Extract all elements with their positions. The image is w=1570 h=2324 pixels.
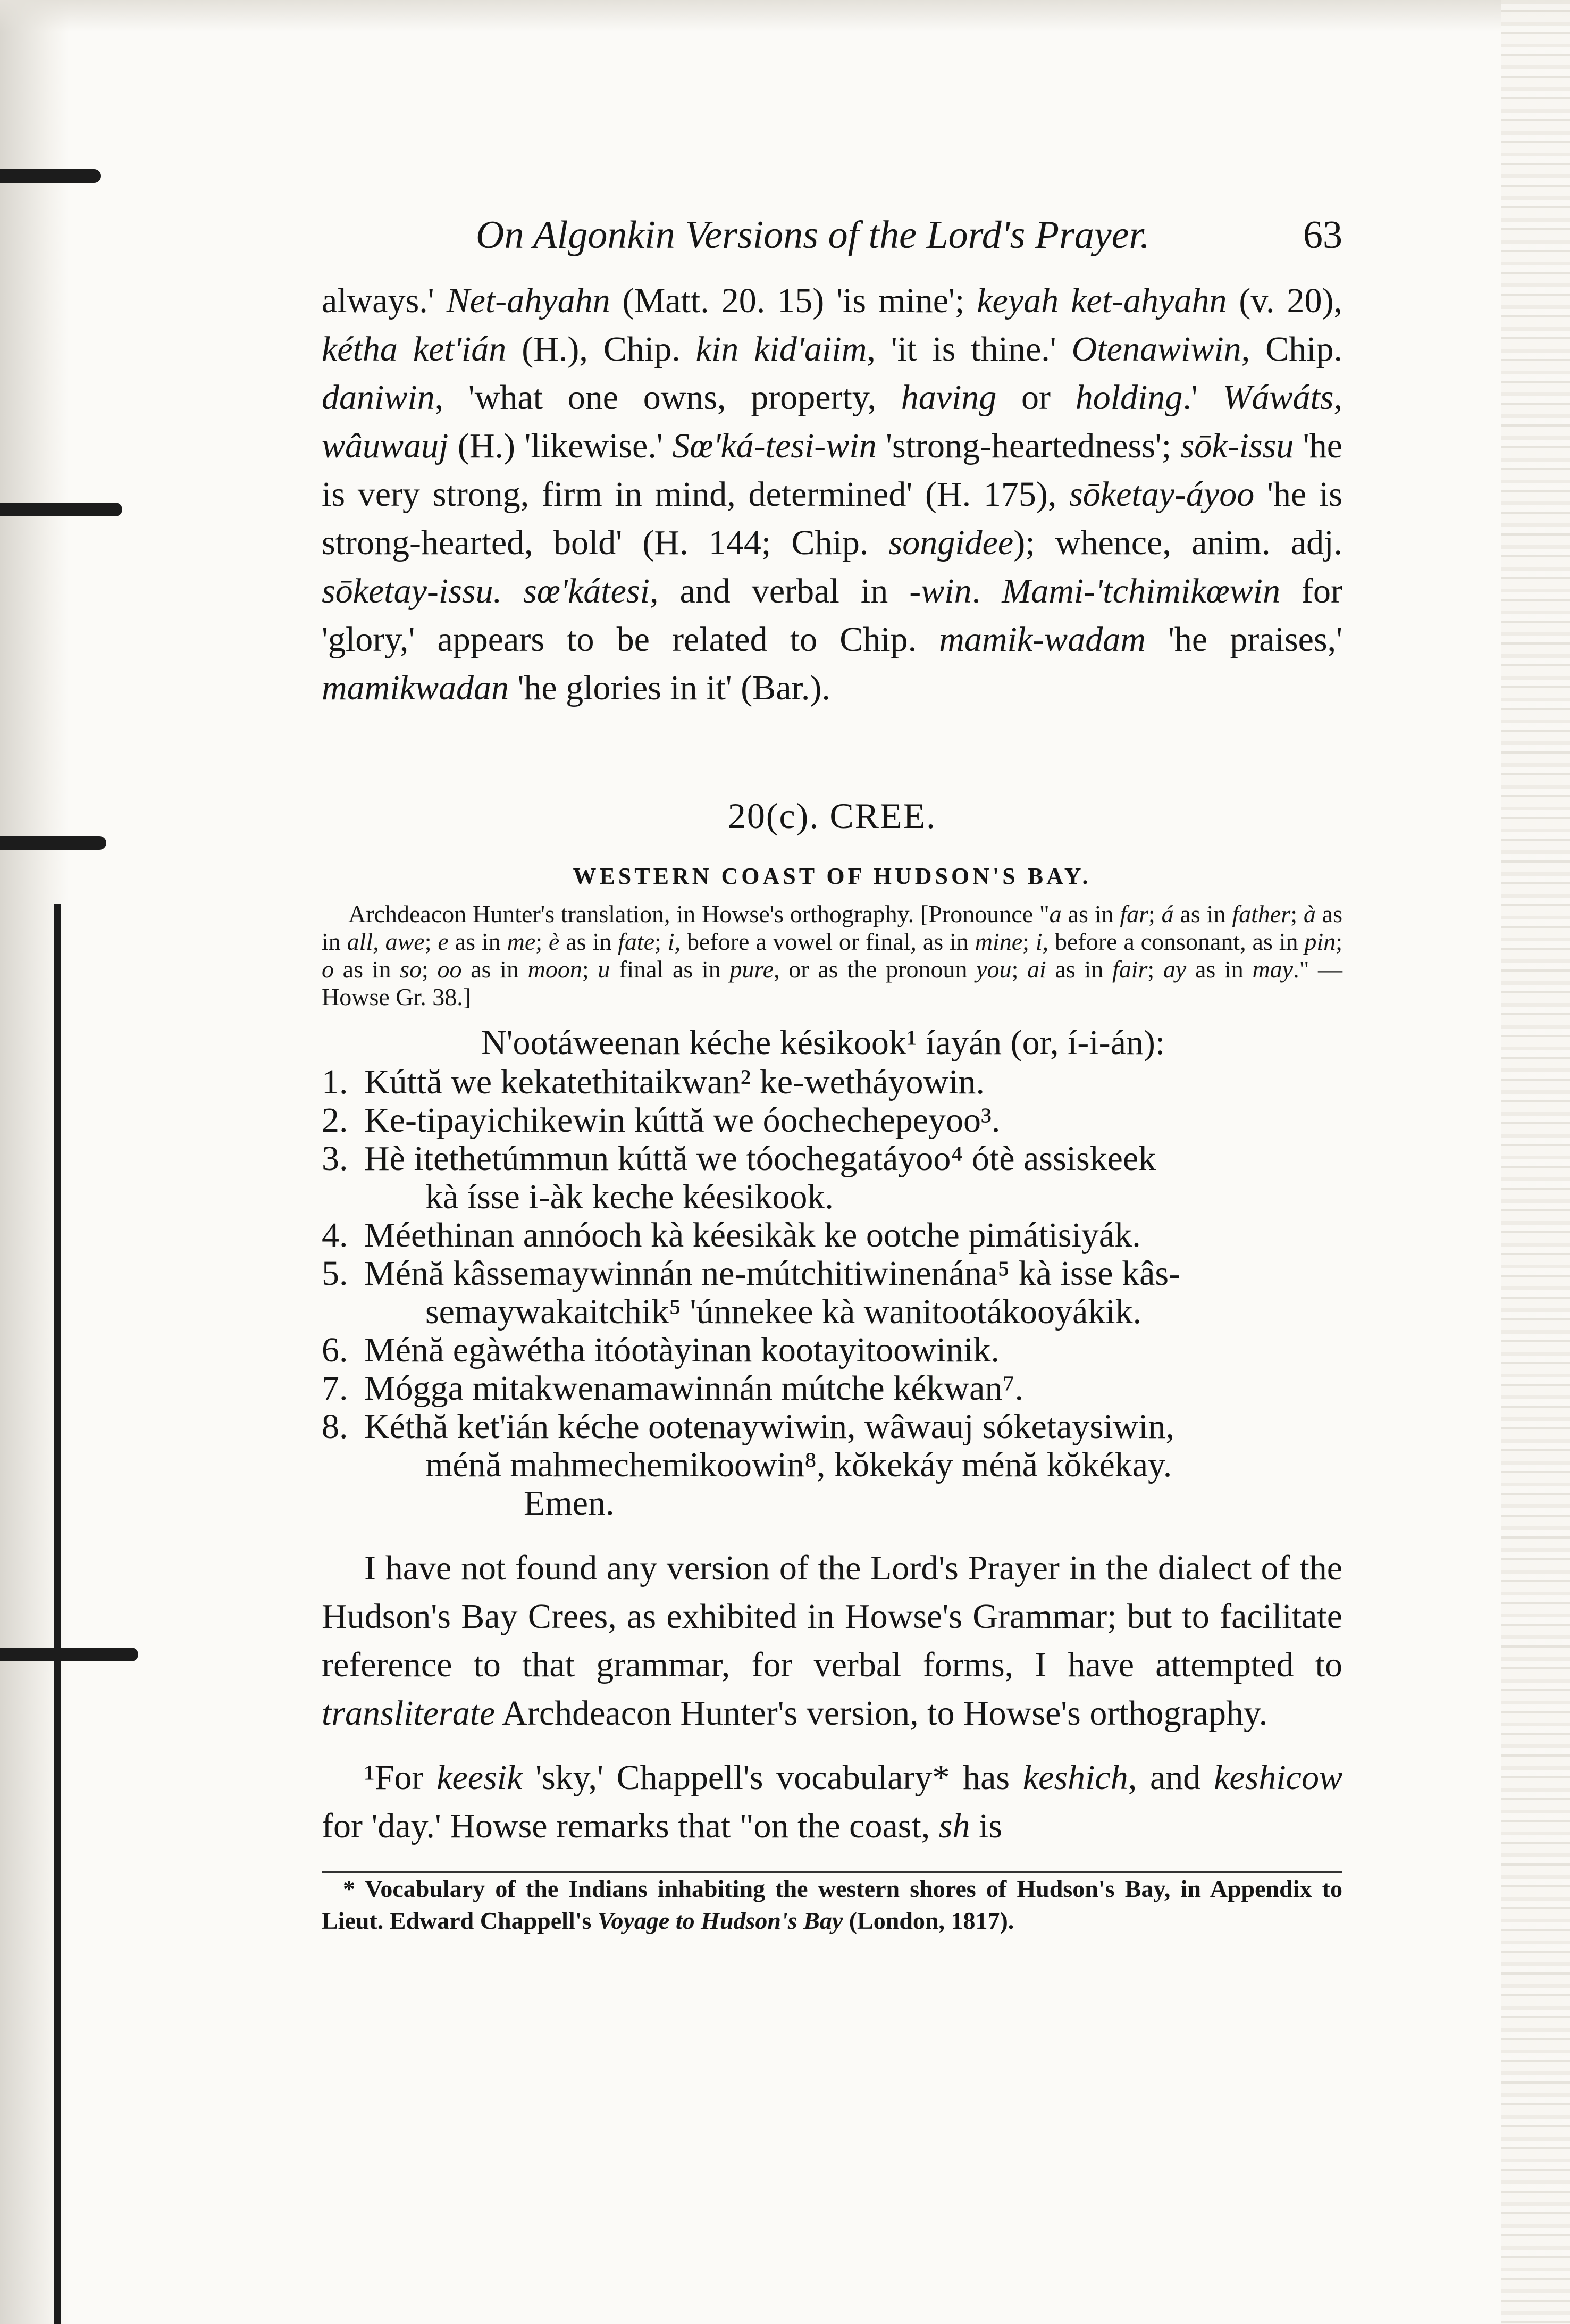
section-title: 20(c). CREE. <box>727 796 937 836</box>
line-number: 1. <box>322 1063 348 1101</box>
prayer-line-continuation: semaywakaitchik⁵ 'únnekee kà wanitootákooyákik. <box>425 1292 1142 1331</box>
prayer-amen: Emen. <box>524 1484 615 1523</box>
prayer-line-continuation: kà ísse i-àk keche kéesikook. <box>425 1177 834 1216</box>
italic-term: sōketay-áyoo <box>1069 475 1255 514</box>
italic-term: Net-ahyahn <box>446 281 610 320</box>
line-number: 7. <box>322 1369 348 1408</box>
italic-term: Sœ'ká-tesi-win <box>672 427 877 465</box>
italic-term: Voyage to Hudson's Bay <box>597 1907 843 1934</box>
prayer-line <box>322 1408 1342 1446</box>
page-edge-top <box>0 0 1570 32</box>
prayer-text <box>322 1024 1342 1523</box>
prayer-opening: N'ootáweenan kéche késikook¹ íayán (or, í-i-án): <box>481 1023 1165 1062</box>
line-text: Kúttă we kekatethitaikwan² ke-wetháyowin. <box>364 1063 985 1101</box>
italic-term: fair <box>1112 956 1148 983</box>
italic-term: kin kid'aiim <box>695 330 867 369</box>
page-body <box>322 213 1342 1937</box>
italic-term: Mami-'tchimikœwin <box>1002 572 1280 611</box>
italic-term: keshich <box>1022 1758 1128 1797</box>
closing-paragraph: ¹For keesik 'sky,' Chappell's vocabulary* has keshich, and keshicow for 'day.' Howse remarks that "on the coast, sh is <box>322 1758 1342 1845</box>
italic-term: me <box>507 928 536 955</box>
line-number: 5. <box>322 1254 348 1293</box>
orthography-note: Archdeacon Hunter's translation, in Howse's orthography. [Pronounce "a as in far; á as in father; à as in all, awe; e as in me; è as in fate; i, before a vowel or final, as in mine; i, before a consonant, as in pin; o as in so; oo as in moon; u final as in pure, or as the pronoun you; ai as in fair; ay as in may." — Howse Gr. 38.] <box>322 900 1343 1010</box>
italic-term: a <box>1049 900 1062 927</box>
italic-term: pure <box>729 956 774 983</box>
closing-paragraph: I have not found any version of the Lord's Prayer in the dialect of the Hudson's Bay Crees, as exhibited in Howse's Grammar; but to facilitate reference to that grammar, for verbal forms, I have attempted to transliterate Archdeacon Hunter's version, to Howse's orthography. <box>322 1549 1342 1733</box>
italic-term: fate <box>618 928 655 955</box>
italic-term: mamik-wadam <box>939 620 1146 659</box>
binding-mark <box>0 836 106 850</box>
italic-term: sōketay-issu. sœ'kátesi <box>322 572 650 611</box>
line-text: Ménă kâssemaywinnán ne-mútchitiwinenána⁵ kà isse kâs- <box>364 1254 1181 1293</box>
italic-term: pin <box>1304 928 1336 955</box>
prayer-line <box>322 1331 1342 1369</box>
line-text: Kéthă ket'ián kéche ootenaywiwin, wâwauj sóketaysiwin, <box>364 1407 1174 1446</box>
line-number: 8. <box>322 1407 348 1446</box>
prayer-line <box>322 1140 1342 1178</box>
italic-term: keshicow <box>1214 1758 1342 1797</box>
italic-term: daniwin <box>322 378 435 417</box>
prayer-line <box>322 1101 1342 1140</box>
prayer-lines <box>322 1063 1342 1484</box>
italic-term: having <box>901 378 997 417</box>
prayer-line <box>322 1255 1342 1293</box>
line-text: Ke-tipayichikewin kúttă we óochechepeyoo³. <box>364 1101 1001 1140</box>
line-text: Ménă egàwétha itóotàyinan kootayitoowinik. <box>364 1331 1000 1369</box>
italic-term: -win <box>909 572 972 611</box>
italic-term: kétha ket'ián <box>322 330 507 369</box>
italic-term: è <box>548 928 560 955</box>
prayer-line-continuation: ménă mahmechemikoowin⁸, kŏkekáy ménă kŏkékay. <box>425 1445 1172 1484</box>
line-text: Hè itethetúmmun kúttă we tóochegatáyoo⁴ ótè assiskeek <box>364 1139 1156 1178</box>
italic-term: ai <box>1027 956 1046 983</box>
section-subtitle: WESTERN COAST OF HUDSON'S BAY. <box>573 863 1092 889</box>
italic-term: i <box>667 928 675 955</box>
prayer-line <box>322 1216 1342 1255</box>
italic-term: so <box>400 956 422 983</box>
italic-term: à <box>1303 900 1316 927</box>
italic-term: u <box>598 956 610 983</box>
page-edge-right <box>1501 0 1570 2324</box>
opening-paragraph: always.' Net-ahyahn (Matt. 20. 15) 'is mine'; keyah ket-ahyahn (v. 20), kétha ket'ián (H.), Chip. kin kid'aiim, 'it is thine.' Otenawiwin, Chip. daniwin, 'what one owns, property, having or holding.' Wáwáts, wâuwauj (H.) 'likewise.' Sœ'ká-tesi-win 'strong-heartedness'; sōk-issu 'he is very strong, firm in mind, determined' (H. 175), sōketay-áyoo 'he is strong-hearted, bold' (H. 144; Chip. songidee); whence, anim. adj. sōketay-issu. sœ'kátesi, and verbal in -win. Mami-'tchimikœwin for 'glory,' appears to be related to Chip. mamik-wadam 'he praises,' mamikwadan 'he glories in it' (Bar.). <box>322 281 1343 707</box>
binding-mark <box>0 503 122 516</box>
italic-term: transliterate <box>322 1694 496 1733</box>
line-number: 2. <box>322 1101 348 1140</box>
line-text: Méethinan annóoch kà kéesikàk ke ootche pimátisiyák. <box>364 1216 1141 1255</box>
italic-term: far <box>1120 900 1149 927</box>
italic-term: á <box>1161 900 1174 927</box>
binding-rule <box>54 904 61 2324</box>
page-number: 63 <box>1303 213 1342 257</box>
italic-term: songidee <box>888 523 1014 562</box>
binding-mark <box>0 1648 138 1661</box>
italic-term: you <box>976 956 1012 983</box>
italic-term: oo <box>437 956 462 983</box>
prayer-line <box>322 1369 1342 1408</box>
italic-term: e <box>438 928 449 955</box>
italic-term: ay <box>1163 956 1187 983</box>
line-number: 4. <box>322 1216 348 1255</box>
italic-term: sh <box>938 1807 970 1845</box>
italic-term: moon <box>527 956 582 983</box>
italic-term: Otenawiwin <box>1071 330 1241 369</box>
italic-term: i <box>1035 928 1043 955</box>
binding-mark <box>0 169 101 183</box>
line-number: 6. <box>322 1331 348 1369</box>
line-text: Mógga mitakwenamawinnán mútche kékwan⁷. <box>364 1369 1023 1408</box>
running-title: On Algonkin Versions of the Lord's Prayer. <box>476 213 1150 257</box>
italic-term: holding <box>1075 378 1183 417</box>
italic-term: may <box>1252 956 1294 983</box>
italic-term: all, awe <box>347 928 425 955</box>
line-number: 3. <box>322 1139 348 1178</box>
running-header <box>322 213 1342 277</box>
italic-term: keyah ket-ahyahn <box>977 281 1227 320</box>
footnote: * Vocabulary of the Indians inhabiting the western shores of Hudson's Bay, in Appendix to Lieut. Edward Chappell's Voyage to Hudson's Bay (London, 1817). <box>322 1875 1342 1934</box>
italic-term: Wáwáts, wâuwauj <box>322 378 1342 465</box>
italic-term: mamikwadan <box>322 668 509 707</box>
italic-term: sōk-issu <box>1180 427 1294 465</box>
italic-term: mine <box>975 928 1023 955</box>
prayer-line <box>322 1063 1342 1101</box>
italic-term: o <box>322 956 334 983</box>
italic-term: keesik <box>436 1758 523 1797</box>
italic-term: father <box>1232 900 1291 927</box>
